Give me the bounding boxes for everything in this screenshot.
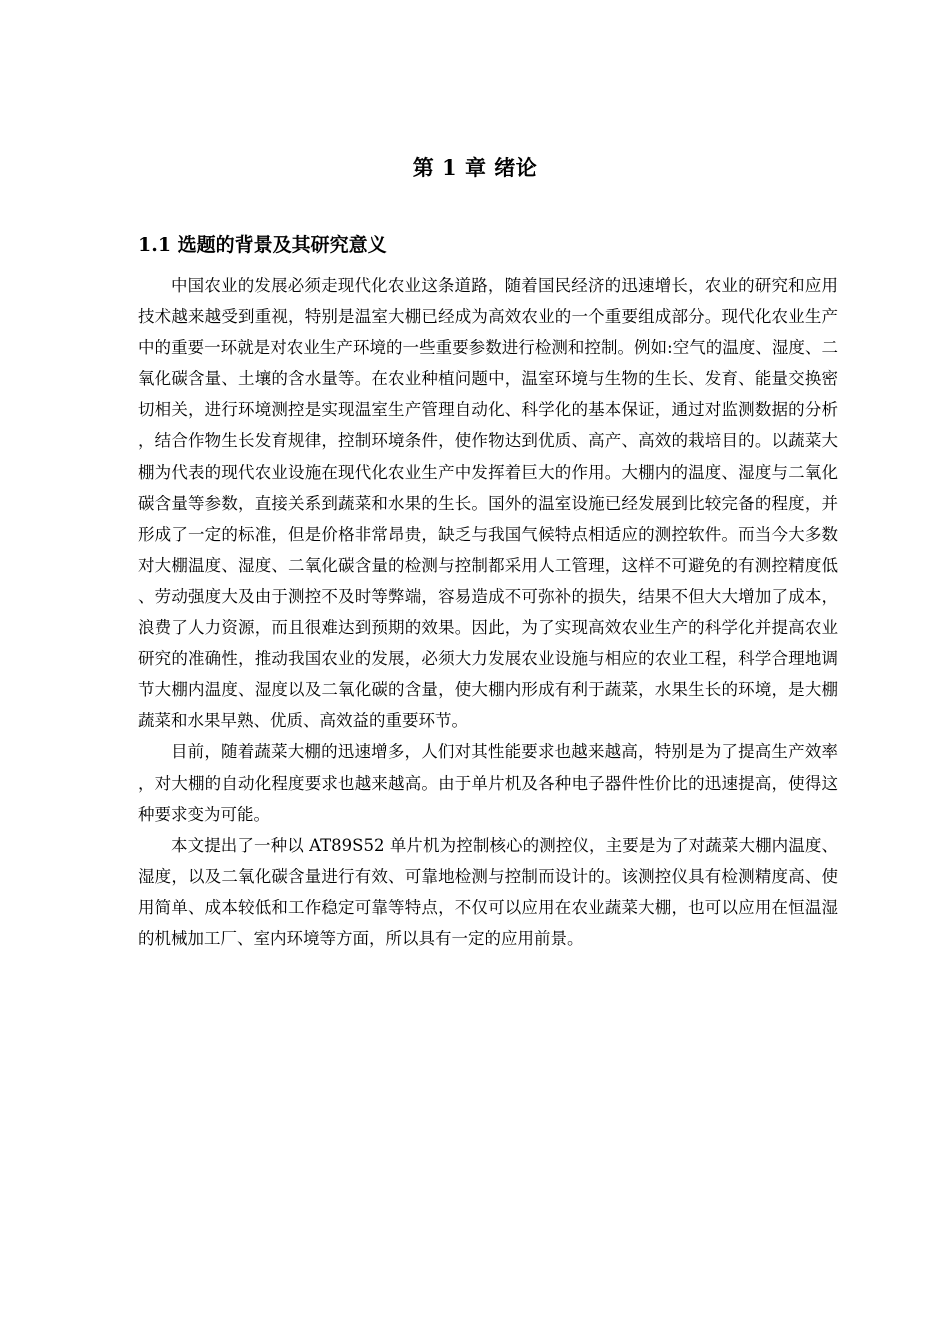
- paragraph-current-status: 目前，随着蔬菜大棚的迅速增多，人们对其性能要求也越来越高，特别是为了提高生产效率，对大棚的自动化程度要求也越来越高。由于单片机及各种电子器件性价比的迅速提高，使得这种要求变为可能。: [138, 742, 838, 824]
- paragraph-proposal: 本文提出了一种以 AT89S52 单片机为控制核心的测控仪，主要是为了对蔬菜大棚内温度、湿度，以及二氧化碳含量进行有效、可靠地检测与控制而设计的。该测控仪具有检测精度高、使用简单、成本较低和工作稳定可靠等特点，不仅可以应用在农业蔬菜大棚，也可以应用在恒温湿的机械加工厂、室内环境等方面，所以具有一定的应用前景。: [138, 835, 838, 948]
- chapter-title: 第 1 章 绪论: [412, 155, 538, 180]
- section-body: [138, 270, 838, 954]
- paragraph-background: 中国农业的发展必须走现代化农业这条道路，随着国民经济的迅速增长，农业的研究和应用技术越来越受到重视，特别是温室大棚已经成为高效农业的一个重要组成部分。现代化农业生产中的重要一环就是对农业生产环境的一些重要参数进行检测和控制。例如:空气的温度、湿度、二氧化碳含量、土壤的含水量等。在农业种植问题中，温室环境与生物的生长、发育、能量交换密切相关，进行环境测控是实现温室生产管理自动化、科学化的基本保证，通过对监测数据的分析，结合作物生长发育规律，控制环境条件，使作物达到优质、高产、高效的栽培目的。以蔬菜大棚为代表的现代农业设施在现代化农业生产中发挥着巨大的作用。大棚内的温度、湿度与二氧化碳含量等参数，直接关系到蔬菜和水果的生长。国外的温室设施已经发展到比较完备的程度，并形成了一定的标准，但是价格非常昂贵，缺乏与我国气候特点相适应的测控软件。而当今大多数对大棚温度、湿度、二氧化碳含量的检测与控制都采用人工管理，这样不可避免的有测控精度低、劳动强度大及由于测控不及时等弊端，容易造成不可弥补的损失，结果不但大大增加了成本，浪费了人力资源，而且很难达到预期的效果。因此，为了实现高效农业生产的科学化并提高农业研究的准确性，推动我国农业的发展，必须大力发展农业设施与相应的农业工程，科学合理地调节大棚内温度、湿度以及二氧化碳的含量，使大棚内形成有利于蔬菜，水果生长的环境，是大棚蔬菜和水果早熟、优质、高效益的重要环节。: [138, 276, 838, 731]
- section-title: 1.1 选题的背景及其研究意义: [138, 234, 387, 256]
